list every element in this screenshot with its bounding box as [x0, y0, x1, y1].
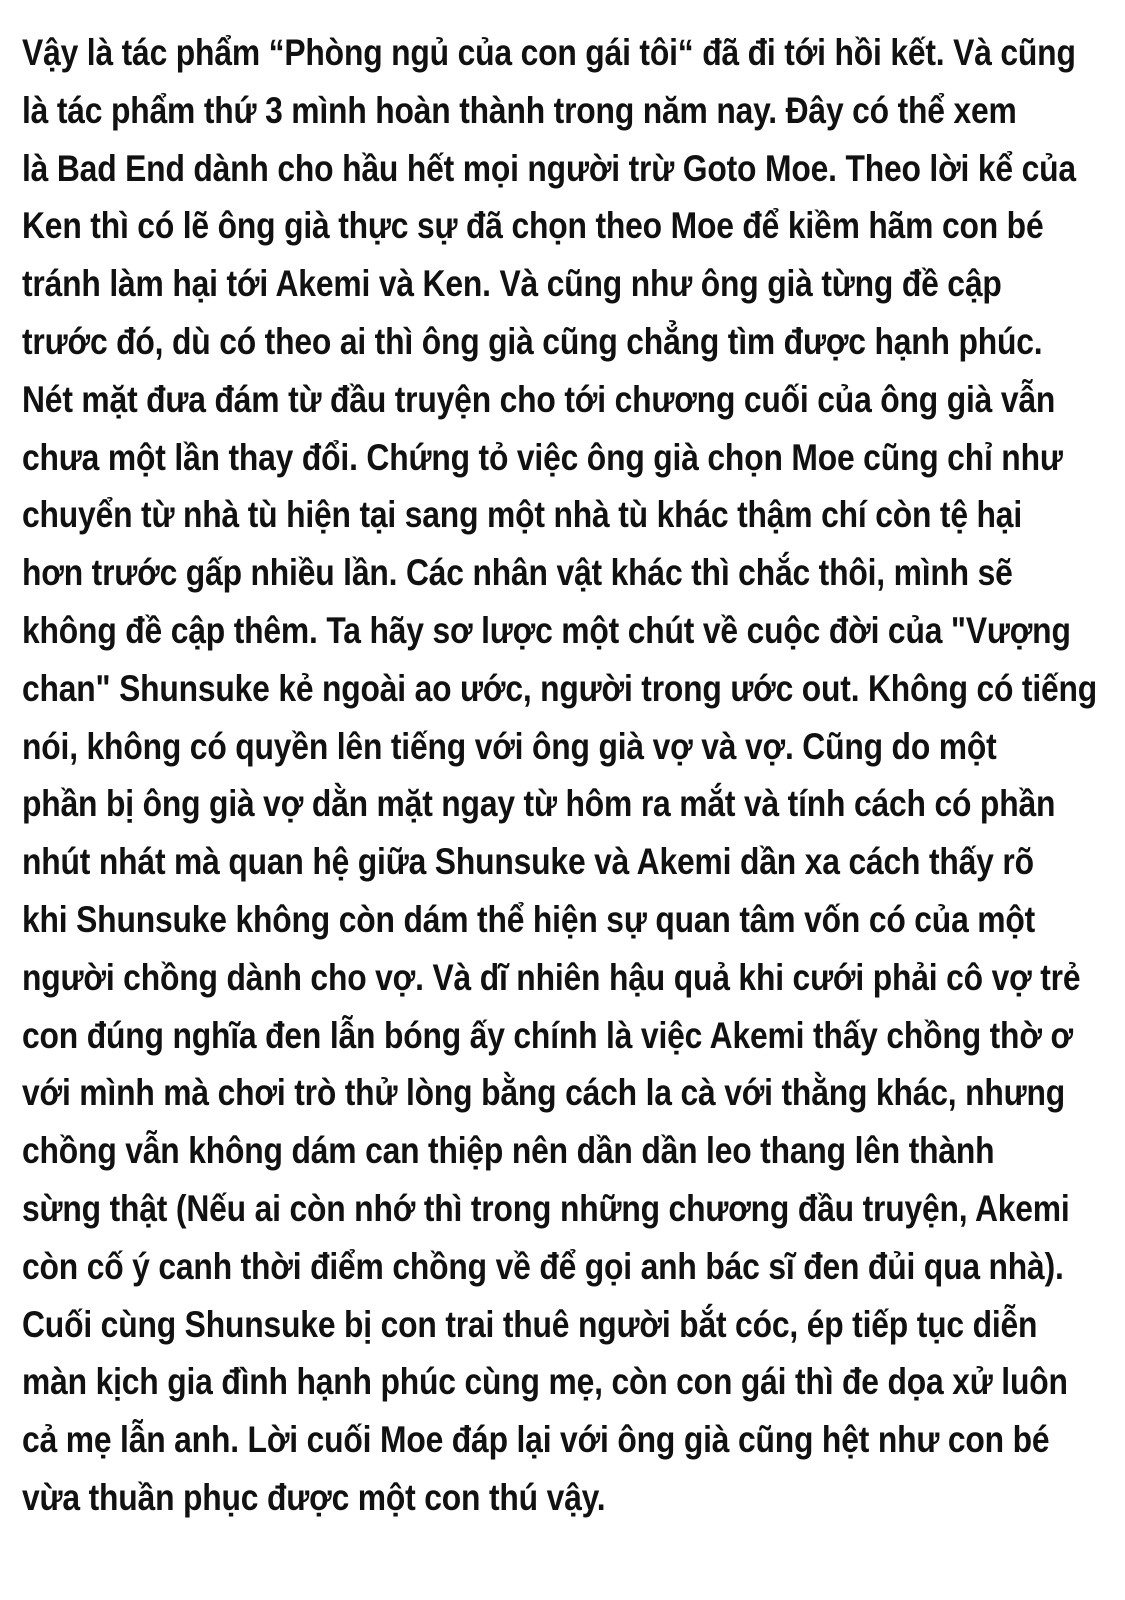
- text-line: [22, 255, 1107, 313]
- text-line-content: với mình mà chơi trò thử lòng bằng cách la cà với thằng khác, nhưng: [22, 1072, 1066, 1114]
- text-line-content: chan" Shunsuke kẻ ngoài ao ước, người trong ước out. Không có tiếng: [22, 667, 1097, 709]
- text-line: [22, 1469, 1107, 1527]
- text-line: [22, 1296, 1107, 1354]
- text-line-content: còn cố ý canh thời điểm chồng về để gọi anh bác sĩ đen đủi qua nhà).: [22, 1245, 1064, 1287]
- text-line-content: Vậy là tác phẩm “Phòng ngủ của con gái tôi“ đã đi tới hồi kết. Và cũng: [22, 32, 1076, 73]
- text-line: [22, 833, 1107, 891]
- text-line-content: phần bị ông già vợ dằn mặt ngay từ hôm ra mắt và tính cách có phần: [22, 783, 1056, 825]
- text-line: [22, 140, 1107, 198]
- text-line-content: màn kịch gia đình hạnh phúc cùng mẹ, còn con gái thì đe dọa xử luôn: [22, 1361, 1068, 1403]
- text-line-content: chuyển từ nhà tù hiện tại sang một nhà tù khác thậm chí còn tệ hại: [22, 494, 1023, 536]
- text-line: [22, 1411, 1107, 1469]
- text-line: [22, 1238, 1107, 1296]
- text-line: [22, 718, 1107, 776]
- text-line: [22, 197, 1107, 255]
- text-line-content: sừng thật (Nếu ai còn nhớ thì trong những chương đầu truyện, Akemi: [22, 1187, 1070, 1229]
- text-line-content: trước đó, dù có theo ai thì ông già cũng chẳng tìm được hạnh phúc.: [22, 320, 1043, 362]
- text-line-content: là Bad End dành cho hầu hết mọi người trừ Goto Moe. Theo lời kể của: [22, 147, 1076, 189]
- text-line-content: nhút nhát mà quan hệ giữa Shunsuke và Akemi dần xa cách thấy rõ: [22, 841, 1034, 883]
- text-line-content: tránh làm hại tới Akemi và Ken. Và cũng như ông già từng đề cập: [22, 263, 1002, 305]
- text-line-content: Ken thì có lẽ ông già thực sự đã chọn theo Moe để kiềm hãm con bé: [22, 205, 1044, 247]
- text-line-content: cả mẹ lẫn anh. Lời cuối Moe đáp lại với ông già cũng hệt như con bé: [22, 1419, 1050, 1461]
- text-line: [22, 891, 1107, 949]
- text-line: [22, 371, 1107, 429]
- text-line-content: Nét mặt đưa đám từ đầu truyện cho tới chương cuối của ông già vẫn: [22, 378, 1056, 420]
- text-line: [22, 544, 1107, 602]
- text-line-content: nói, không có quyền lên tiếng với ông già vợ và vợ. Cũng do một: [22, 725, 997, 767]
- text-line: [22, 775, 1107, 833]
- text-line: [22, 1353, 1107, 1411]
- text-line-content: không đề cập thêm. Ta hãy sơ lược một chút về cuộc đời của "Vượng: [22, 609, 1071, 651]
- text-line-content: vừa thuần phục được một con thú vậy.: [22, 1476, 606, 1518]
- text-line-content: khi Shunsuke không còn dám thể hiện sự quan tâm vốn có của một: [22, 898, 1036, 940]
- text-line-content: chồng vẫn không dám can thiệp nên dần dần leo thang lên thành: [22, 1130, 995, 1172]
- text-line-content: Cuối cùng Shunsuke bị con trai thuê người bắt cóc, ép tiếp tục diễn: [22, 1303, 1038, 1345]
- text-line: [22, 602, 1107, 660]
- text-line: [22, 1180, 1107, 1238]
- text-line-content: hơn trước gấp nhiều lần. Các nhân vật khác thì chắc thôi, mình sẽ: [22, 552, 1013, 594]
- text-line: [22, 313, 1107, 371]
- text-line: [22, 429, 1107, 487]
- text-line: [22, 24, 1107, 82]
- text-line-content: con đúng nghĩa đen lẫn bóng ấy chính là việc Akemi thấy chồng thờ ơ: [22, 1014, 1073, 1056]
- text-line-content: là tác phẩm thứ 3 mình hoàn thành trong năm nay. Đây có thể xem: [22, 89, 1017, 131]
- text-line: [22, 660, 1107, 718]
- text-line: [22, 1064, 1107, 1122]
- text-line: [22, 486, 1107, 544]
- text-line: [22, 82, 1107, 140]
- text-line: [22, 1007, 1107, 1065]
- text-line: [22, 949, 1107, 1007]
- text-line-content: chưa một lần thay đổi. Chứng tỏ việc ông già chọn Moe cũng chỉ như: [22, 436, 1063, 478]
- text-line-content: người chồng dành cho vợ. Và dĩ nhiên hậu quả khi cưới phải cô vợ trẻ: [22, 956, 1081, 998]
- text-line: [22, 1122, 1107, 1180]
